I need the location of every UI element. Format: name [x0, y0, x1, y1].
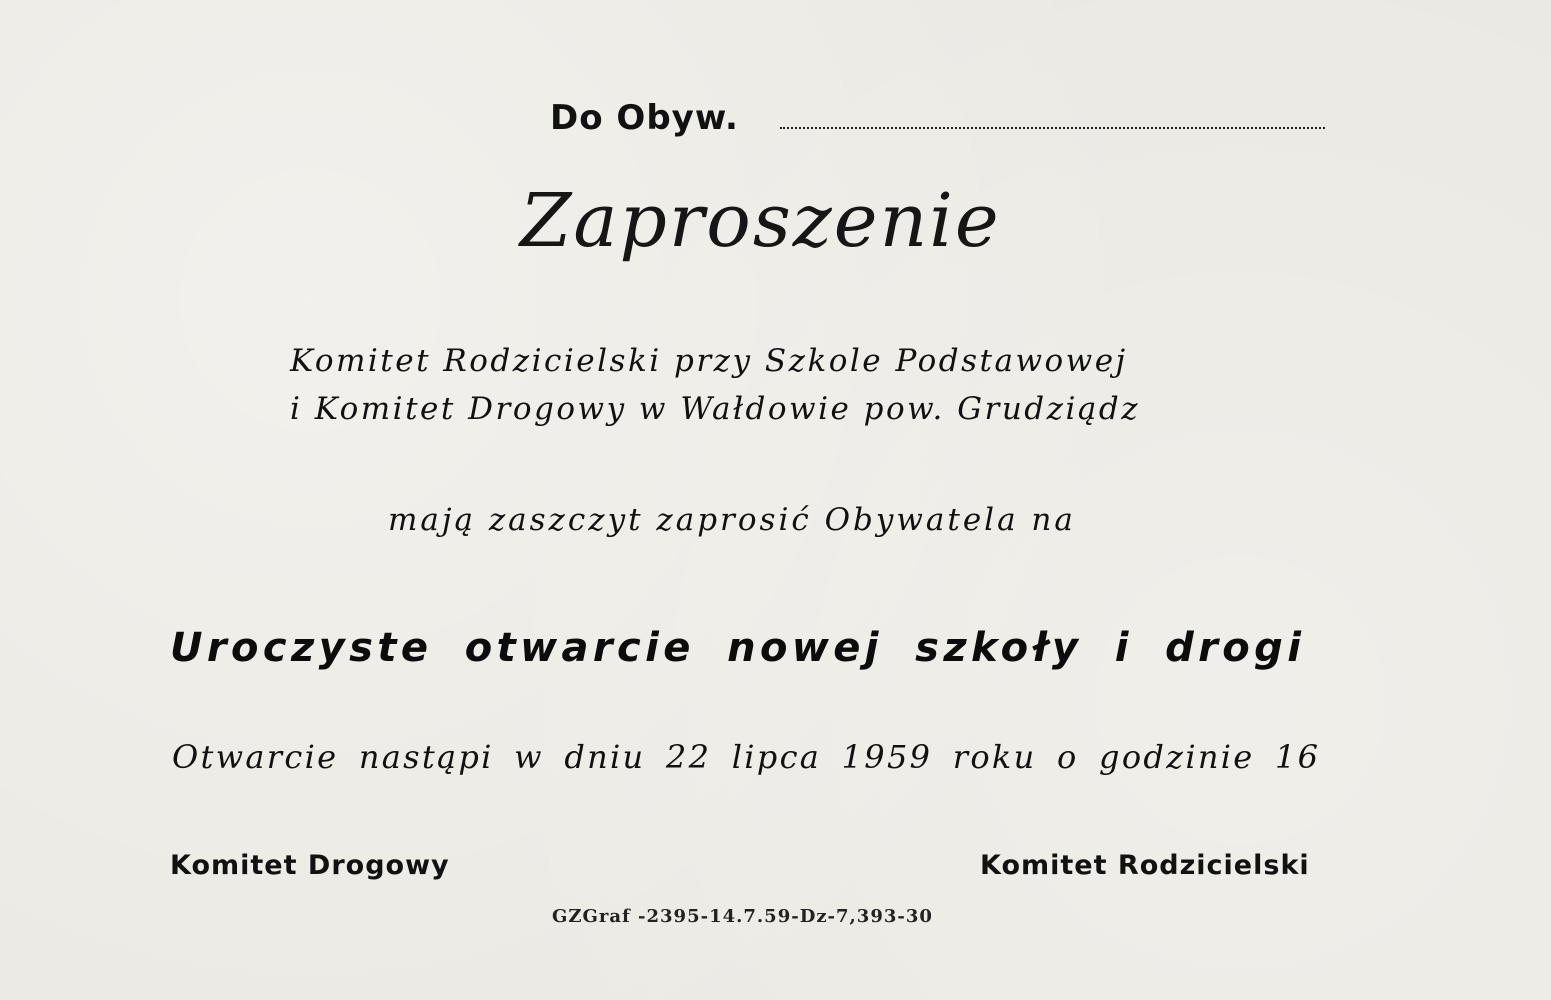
addressee-blank-line — [780, 127, 1325, 129]
invitation-text: mają zaszczyt zaprosić Obywatela na — [388, 502, 1076, 538]
event-name: Uroczyste otwarcie nowej szkoły i drogi — [170, 625, 1306, 671]
printer-imprint: GZGraf -2395-14.7.59-Dz-7,393-30 — [552, 906, 933, 927]
invitation-title: Zaproszenie — [520, 178, 1001, 264]
event-date-line: Otwarcie nastąpi w dniu 22 lipca 1959 roku o godzinie 16 — [172, 738, 1321, 776]
organizers-line-2: i Komitet Drogowy w Wałdowie pow. Grudziądz — [290, 391, 1141, 427]
organizers-line-1: Komitet Rodzicielski przy Szkole Podstawowej — [290, 343, 1128, 379]
signature-right: Komitet Rodzicielski — [980, 850, 1310, 881]
addressee-label: Do Obyw. — [550, 98, 739, 138]
signature-left: Komitet Drogowy — [170, 850, 450, 881]
